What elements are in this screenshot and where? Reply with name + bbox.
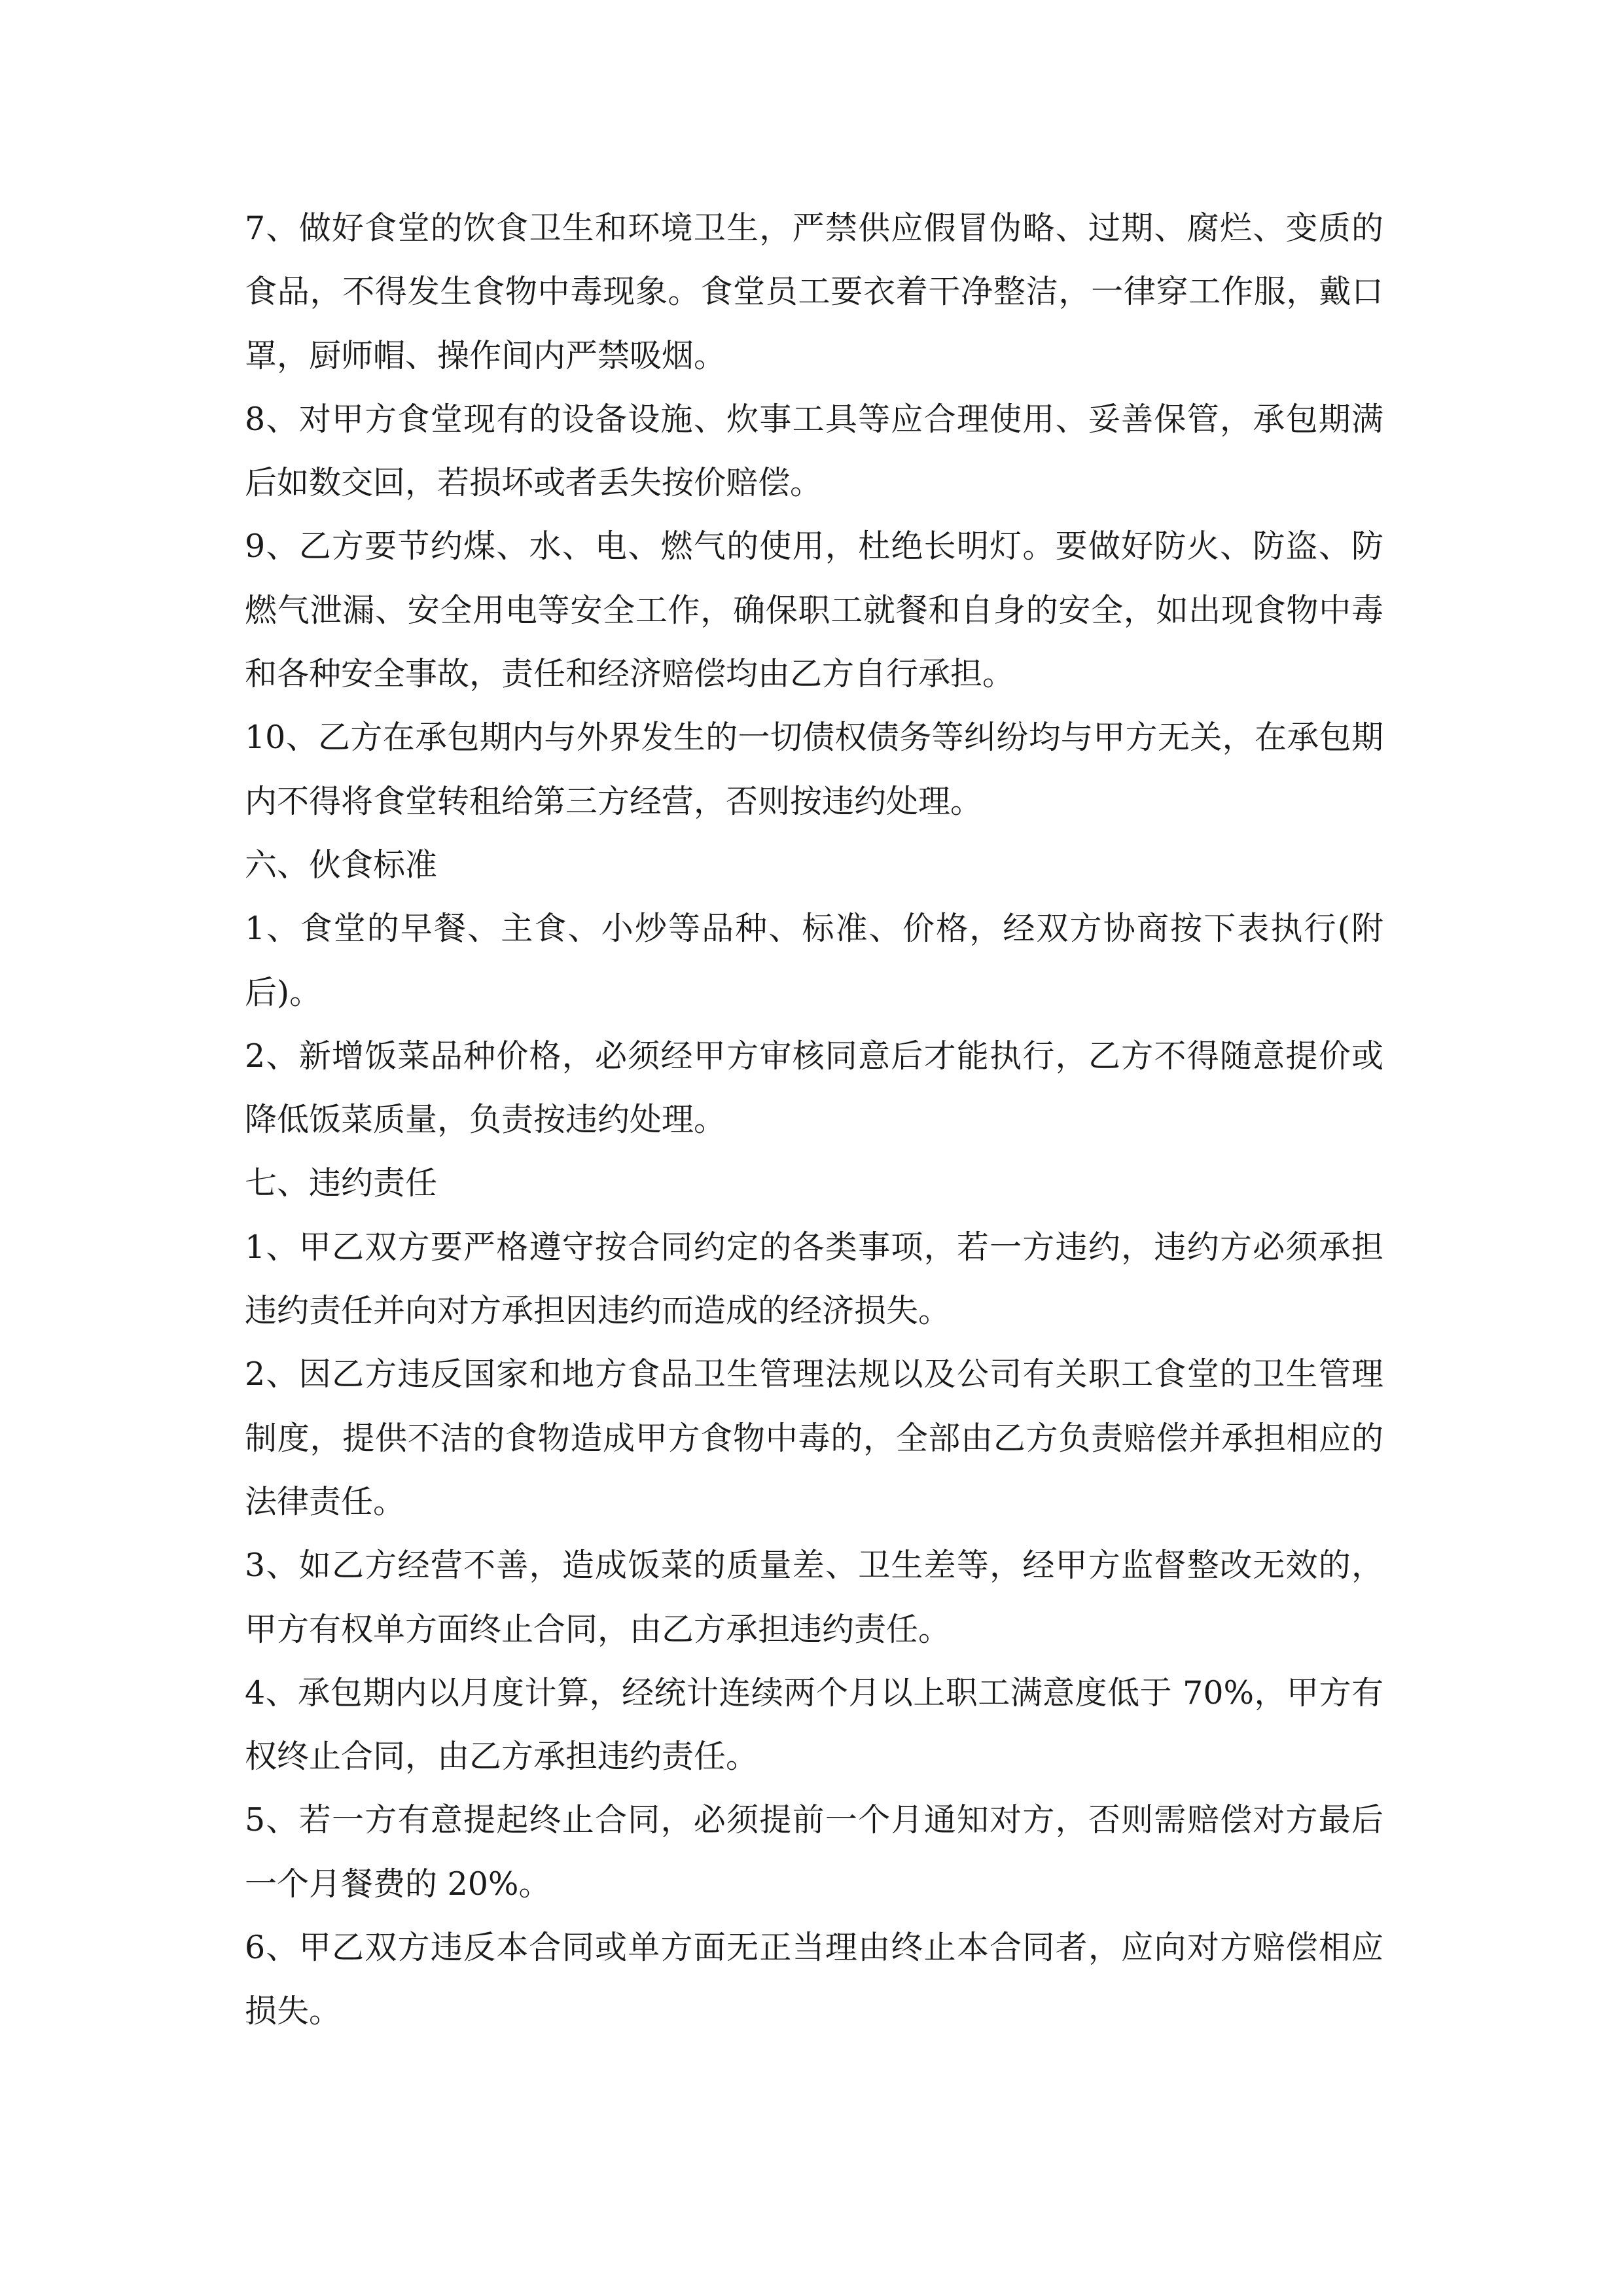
document-body <box>245 196 1383 2043</box>
liability-clause-6: 6、甲乙双方违反本合同或单方面无正当理由终止本合同者，应向对方赔偿相应损失。 <box>245 1929 1383 2030</box>
clause-9-safety: 9、乙方要节约煤、水、电、燃气的使用，杜绝长明灯。要做好防火、防盗、防燃气泄漏、安全用电等安全工作，确保职工就餐和自身的安全，如出现食物中毒和各种安全事故，责任和经济赔偿均由乙方自行承担。 <box>245 528 1383 693</box>
liability-clause-4: 4、承包期内以月度计算，经统计连续两个月以上职工满意度低于 70%，甲方有权终止合同，由乙方承担违约责任。 <box>245 1674 1383 1776</box>
liability-clause-5: 5、若一方有意提起终止合同，必须提前一个月通知对方，否则需赔偿对方最后一个月餐费的 20%。 <box>245 1801 1383 1903</box>
liability-clause-1: 1、甲乙双方要严格遵守按合同约定的各类事项，若一方违约，违约方必须承担违约责任并向对方承担因违约而造成的经济损失。 <box>245 1228 1383 1330</box>
section-heading-liability: 七、违约责任 <box>245 1164 438 1202</box>
meal-clause-2: 2、新增饭菜品种价格，必须经甲方审核同意后才能执行，乙方不得随意提价或降低饭菜质量，负责按违约处理。 <box>245 1037 1383 1139</box>
clause-8-equipment: 8、对甲方食堂现有的设备设施、炊事工具等应合理使用、妥善保管，承包期满后如数交回，若损坏或者丢失按价赔偿。 <box>245 400 1383 502</box>
liability-clause-2: 2、因乙方违反国家和地方食品卫生管理法规以及公司有关职工食堂的卫生管理制度，提供不洁的食物造成甲方食物中毒的，全部由乙方负责赔偿并承担相应的法律责任。 <box>245 1355 1383 1520</box>
meal-clause-1: 1、食堂的早餐、主食、小炒等品种、标准、价格，经双方协商按下表执行(附后)。 <box>245 910 1383 1011</box>
clause-10-disputes: 10、乙方在承包期内与外界发生的一切债权债务等纠纷均与甲方无关，在承包期内不得将食堂转租给第三方经营，否则按违约处理。 <box>245 719 1383 820</box>
clause-7-hygiene: 7、做好食堂的饮食卫生和环境卫生，严禁供应假冒伪略、过期、腐烂、变质的食品，不得发生食物中毒现象。食堂员工要衣着干净整洁，一律穿工作服，戴口罩，厨师帽、操作间内严禁吸烟。 <box>245 209 1383 374</box>
section-heading-meal-standards: 六、伙食标准 <box>245 846 438 884</box>
liability-clause-3: 3、如乙方经营不善，造成饭菜的质量差、卫生差等，经甲方监督整改无效的，甲方有权单方面终止合同，由乙方承担违约责任。 <box>245 1547 1383 1648</box>
